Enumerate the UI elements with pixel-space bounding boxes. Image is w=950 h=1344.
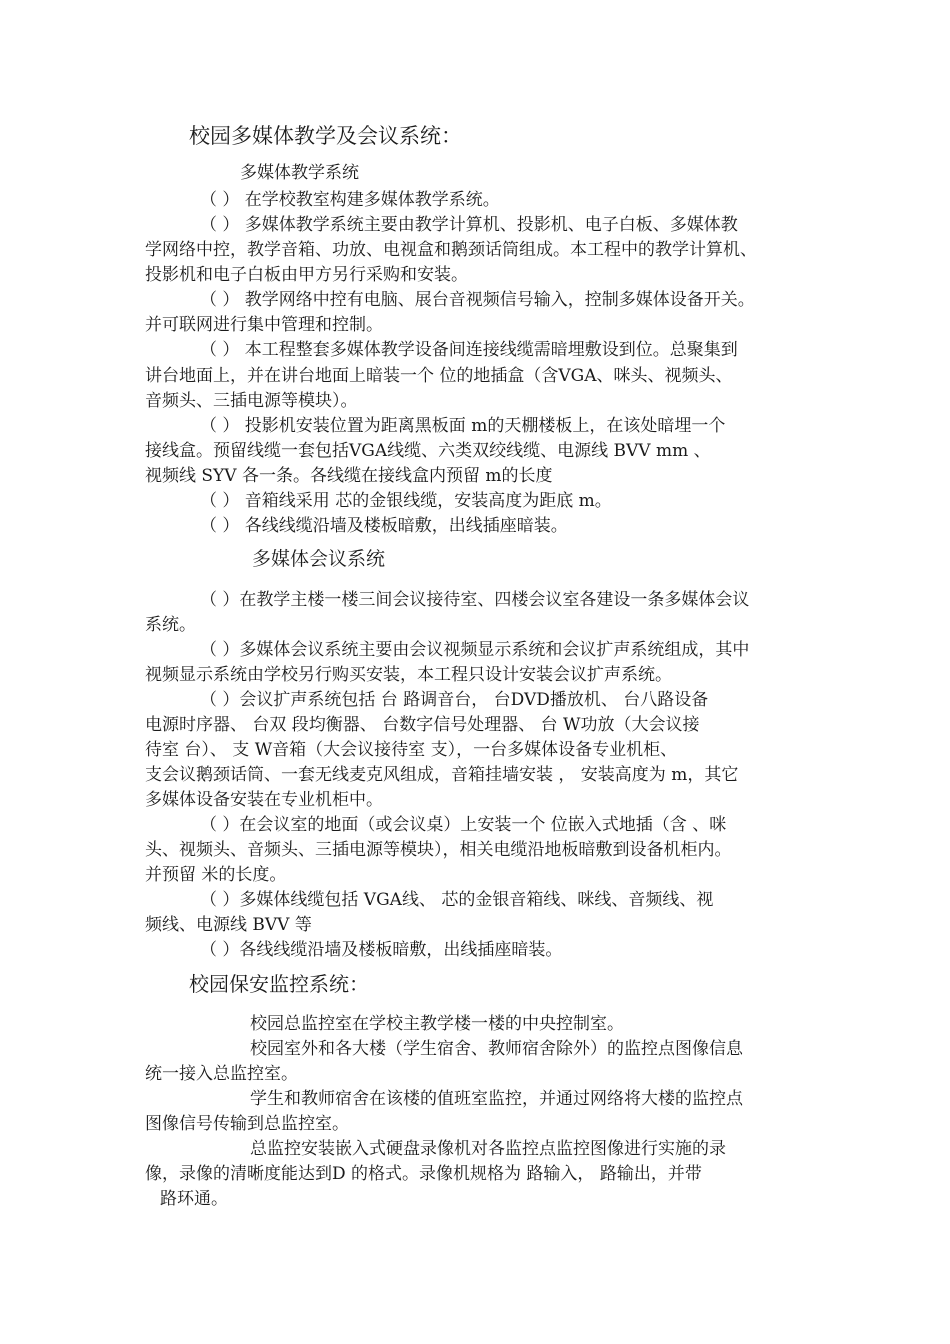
security-line: 统一接入总监控室。 bbox=[145, 1064, 298, 1084]
security-line: 学生和教师宿舍在该楼的值班室监控，并通过网络将大楼的监控点 bbox=[250, 1089, 743, 1109]
teaching-line: 讲台地面上，并在讲台地面上暗装一个 位的地插盒（含VGA、咪头、视频头、 bbox=[145, 366, 733, 386]
security-line: 总监控安装嵌入式硬盘录像机对各监控点监控图像进行实施的录 bbox=[250, 1139, 726, 1159]
heading-campus-media: 校园多媒体教学及会议系统： bbox=[189, 124, 462, 148]
teaching-line: （ ） 在学校教室构建多媒体教学系统。 bbox=[200, 190, 500, 210]
meeting-line: 头、视频头、音频头、三插电源等模块），相关电缆沿地板暗敷到设备机柜内。 bbox=[145, 840, 732, 860]
meeting-line: 多媒体设备安装在专业机柜中。 bbox=[145, 790, 383, 810]
security-line: 路环通。 bbox=[160, 1189, 228, 1209]
meeting-line: 系统。 bbox=[145, 615, 196, 635]
meeting-line: 支会议鹅颈话筒、一套无线麦克风组成，音箱挂墙安装 ， 安装高度为 m，其它 bbox=[145, 765, 739, 785]
teaching-line: 并可联网进行集中管理和控制。 bbox=[145, 315, 383, 335]
heading-security-system: 校园保安监控系统： bbox=[189, 972, 369, 996]
teaching-line: （ ） 教学网络中控有电脑、展台音视频信号输入，控制多媒体设备开关。 bbox=[200, 290, 755, 310]
meeting-line: （ ）在会议室的地面（或会议桌）上安装一个 位嵌入式地插（含 、咪 bbox=[200, 815, 727, 835]
heading-meeting-system: 多媒体会议系统 bbox=[252, 548, 386, 570]
heading-teaching-system: 多媒体教学系统 bbox=[240, 163, 359, 183]
meeting-line: 视频显示系统由学校另行购买安装，本工程只设计安装会议扩声系统。 bbox=[145, 665, 672, 685]
meeting-line: （ ）多媒体会议系统主要由会议视频显示系统和会议扩声系统组成，其中 bbox=[200, 640, 750, 660]
teaching-line: （ ） 音箱线采用 芯的金银线缆，安装高度为距底 m。 bbox=[200, 491, 612, 511]
teaching-line: 学网络中控，教学音箱、功放、电视盒和鹅颈话筒组成。本工程中的教学计算机、 bbox=[145, 240, 757, 260]
teaching-line: 音频头、三插电源等模块）。 bbox=[145, 391, 358, 411]
security-line: 像，录像的清晰度能达到D 的格式。录像机规格为 路输入， 路输出，并带 bbox=[145, 1164, 702, 1184]
security-line: 图像信号传输到总监控室。 bbox=[145, 1114, 349, 1134]
meeting-line: （ ）各线线缆沿墙及楼板暗敷，出线插座暗装。 bbox=[200, 940, 563, 960]
security-line: 校园室外和各大楼（学生宿舍、教师宿舍除外）的监控点图像信息 bbox=[250, 1039, 743, 1059]
teaching-line: 投影机和电子白板由甲方另行采购和安装。 bbox=[145, 265, 468, 285]
meeting-line: 并预留 米的长度。 bbox=[145, 865, 287, 885]
meeting-line: 频线、电源线 BVV 等 bbox=[145, 915, 312, 935]
teaching-line: （ ） 投影机安装位置为距离黑板面 m的天棚楼板上，在该处暗埋一个 bbox=[200, 416, 726, 436]
teaching-line: 接线盒。预留线缆一套包括VGA线缆、六类双绞线缆、电源线 BVV mm 、 bbox=[145, 441, 711, 461]
teaching-line: （ ） 各线线缆沿墙及楼板暗敷，出线插座暗装。 bbox=[200, 516, 568, 536]
meeting-line: 待室 台）、 支 W音箱（大会议接待室 支），一台多媒体设备专业机柜、 bbox=[145, 740, 678, 760]
meeting-line: （ ）多媒体线缆包括 VGA线、 芯的金银音箱线、咪线、音频线、视 bbox=[200, 890, 714, 910]
meeting-line: （ ）在教学主楼一楼三间会议接待室、四楼会议室各建设一条多媒体会议 bbox=[200, 590, 750, 610]
teaching-line: （ ） 本工程整套多媒体教学设备间连接线缆需暗埋敷设到位。总聚集到 bbox=[200, 340, 738, 360]
meeting-line: （ ）会议扩声系统包括 台 路调音台， 台DVD播放机、 台八路设备 bbox=[200, 690, 709, 710]
meeting-line: 电源时序器、 台双 段均衡器、 台数字信号处理器、 台 W功放（大会议接 bbox=[145, 715, 700, 735]
teaching-line: 视频线 SYV 各一条。各线缆在接线盒内预留 m的长度 bbox=[145, 466, 553, 486]
teaching-line: （ ） 多媒体教学系统主要由教学计算机、投影机、电子白板、多媒体教 bbox=[200, 215, 738, 235]
security-line: 校园总监控室在学校主教学楼一楼的中央控制室。 bbox=[250, 1014, 624, 1034]
